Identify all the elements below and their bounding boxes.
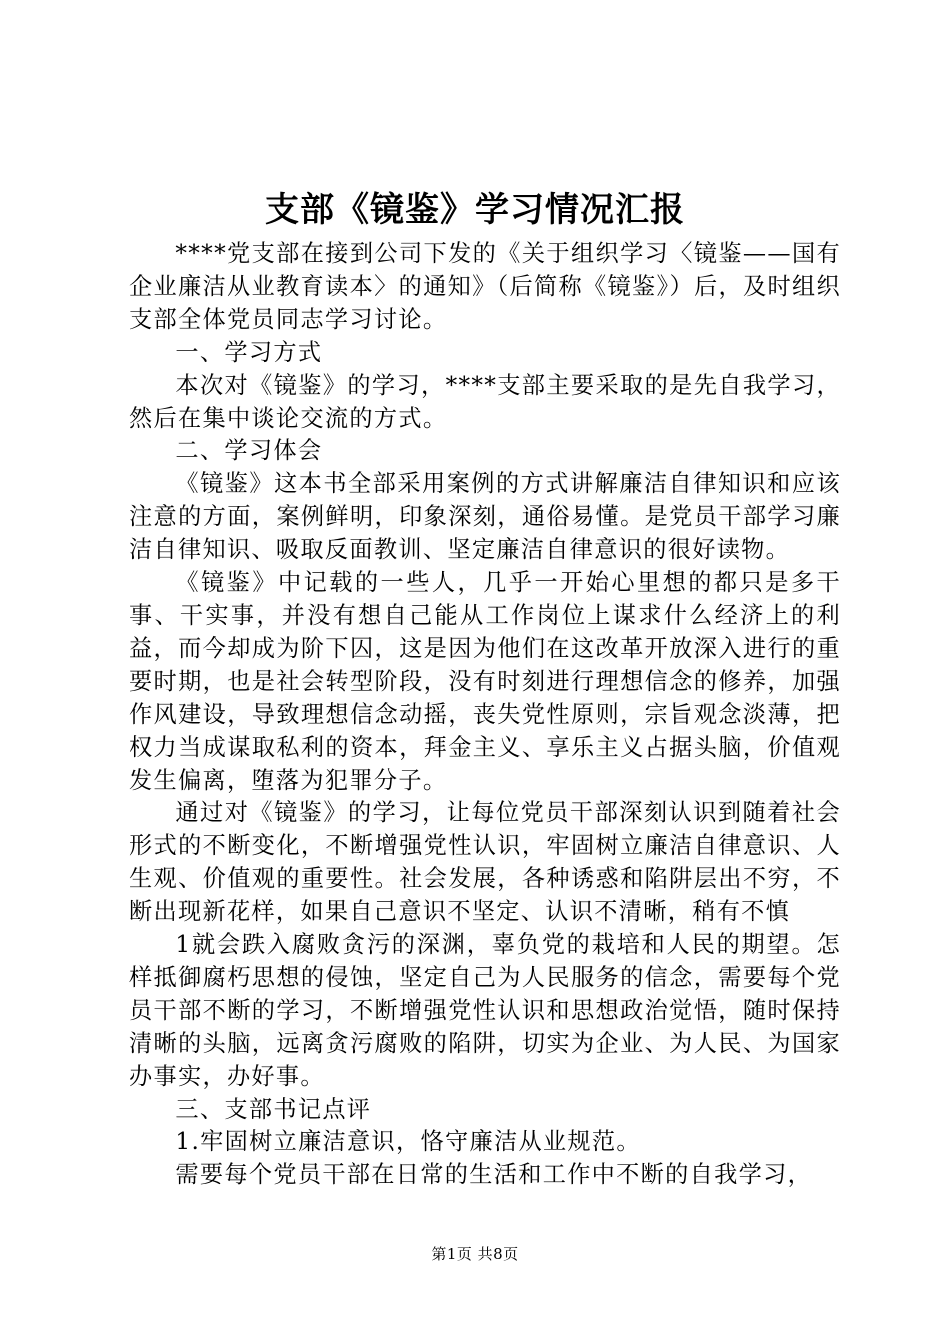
page-number-footer: 第1页 共8页: [431, 1245, 519, 1263]
document-body: [129, 238, 841, 1192]
document-title: 支部《镜鉴》学习情况汇报: [265, 190, 685, 230]
comment-point-1: 1.牢固树立廉洁意识，恪守廉洁从业规范。: [175, 1128, 641, 1156]
experience-paragraph-4: 1就会跌入腐败贪污的深渊，辜负党的栽培和人民的期望。怎样抵御腐朽思想的侵蚀，坚定自己为人民服务的信念，需要每个党员干部不断的学习，不断增强党性认识和思想政治觉悟，随时保持清晰的头脑，远离贪污腐败的陷阱，切实为企业、为人民、为国家办事实，办好事。: [129, 931, 841, 1090]
experience-paragraph-1: 《镜鉴》这本书全部采用案例的方式讲解廉洁自律知识和应该注意的方面，案例鲜明，印象深刻，通俗易懂。是党员干部学习廉洁自律知识、吸取反面教训、坚定廉洁自律意识的很好读物。: [129, 470, 841, 564]
section-heading-study-method: 一、学习方式: [175, 338, 323, 366]
study-method-paragraph: 本次对《镜鉴》的学习，****支部主要采取的是先自我学习，然后在集中谈论交流的方式。: [129, 371, 841, 432]
experience-paragraph-2: 《镜鉴》中记载的一些人，几乎一开始心里想的都只是多干事、干实事，并没有想自己能从工作岗位上谋求什么经济上的利益，而今却成为阶下囚，这是因为他们在这改革开放深入进行的重要时期，也是社会转型阶段，没有时刻进行理想信念的修养，加强作风建设，导致理想信念动摇，丧失党性原则，宗旨观念淡薄，把权力当成谋取私利的资本，拜金主义、享乐主义占据头脑，价值观发生偏离，堕落为犯罪分子。: [129, 569, 841, 794]
section-heading-study-experience: 二、学习体会: [175, 437, 323, 465]
intro-paragraph: ****党支部在接到公司下发的《关于组织学习〈镜鉴——国有企业廉洁从业教育读本〉的通知》（后简称《镜鉴》）后，及时组织支部全体党员同志学习讨论。: [129, 240, 841, 333]
section-heading-secretary-comment: 三、支部书记点评: [175, 1095, 372, 1123]
experience-paragraph-3: 通过对《镜鉴》的学习，让每位党员干部深刻认识到随着社会形式的不断变化，不断增强党性认识，牢固树立廉洁自律意识、人生观、价值观的重要性。社会发展，各种诱惑和陷阱层出不穷，不断出现新花样，如果自己意识不坚定、认识不清晰，稍有不慎: [129, 799, 841, 926]
comment-paragraph-1: 需要每个党员干部在日常的生活和工作中不断的自我学习，: [175, 1161, 813, 1189]
